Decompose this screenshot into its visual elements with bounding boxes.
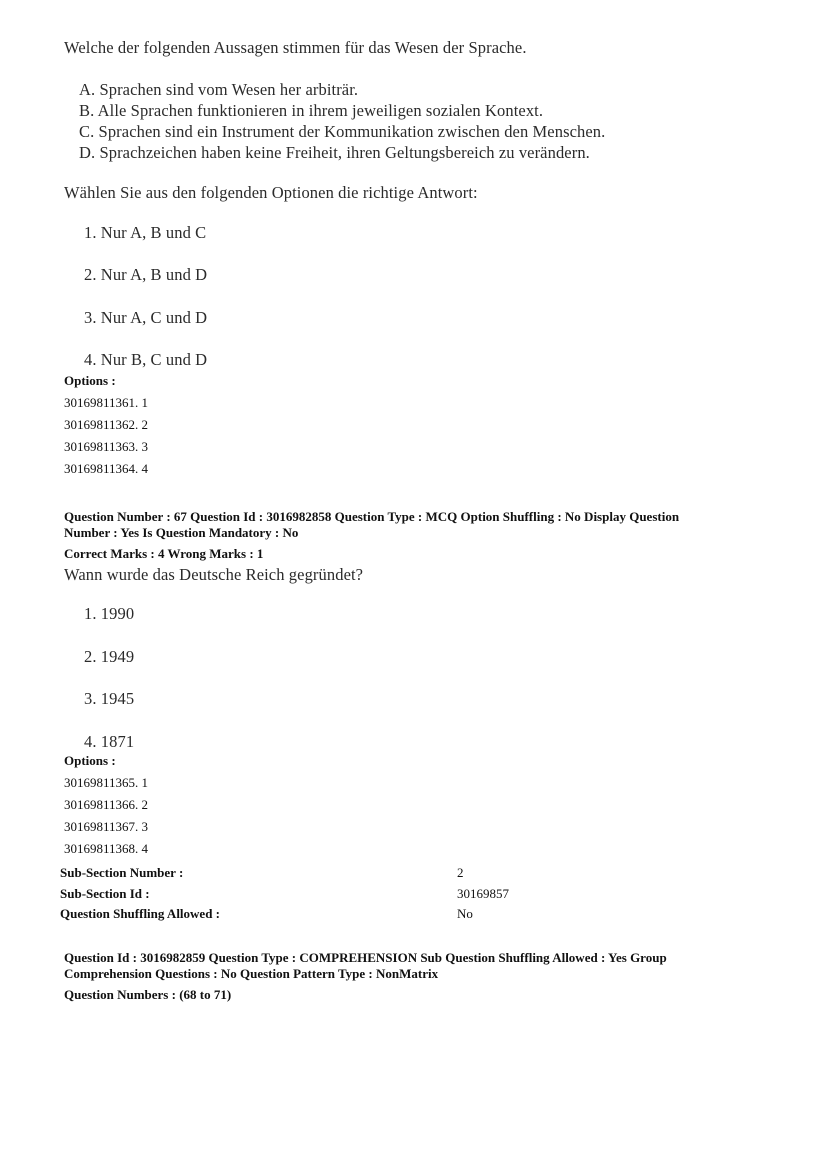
subsection-number-label: Sub-Section Number :	[60, 865, 184, 880]
q66-option-1: 30169811361. 1	[64, 395, 149, 410]
q67-marks: Correct Marks : 4 Wrong Marks : 1	[64, 546, 264, 561]
subsection-id-label: Sub-Section Id :	[60, 886, 150, 901]
question-shuffling-value: No	[457, 906, 473, 921]
q66-option-2: 30169811362. 2	[64, 417, 149, 432]
q67-choice-3: 3. 1945	[84, 689, 135, 708]
q67-choice-1: 1. 1990	[84, 604, 135, 623]
subsection-id-value: 30169857	[457, 886, 509, 901]
q66-statement-a: A. Sprachen sind vom Wesen her arbiträr.	[79, 80, 359, 99]
q66-statement-b: B. Alle Sprachen funktionieren in ihrem jeweiligen sozialen Kontext.	[79, 101, 544, 120]
q66-choice-3: 3. Nur A, C und D	[84, 308, 208, 327]
q67-options-label: Options :	[64, 753, 116, 768]
q66-statement-d: D. Sprachzeichen haben keine Freiheit, ihren Geltungsbereich zu verändern.	[79, 143, 590, 162]
q67-stem: Wann wurde das Deutsche Reich gegründet?	[64, 565, 364, 584]
q67-choice-2: 2. 1949	[84, 647, 135, 666]
q67-meta-line1: Question Number : 67 Question Id : 3016982858 Question Type : MCQ Option Shuffling : No Display Question	[64, 509, 680, 524]
q67-option-3: 30169811367. 3	[64, 819, 149, 834]
q66-choice-4: 4. Nur B, C und D	[84, 350, 208, 369]
q67-option-4: 30169811368. 4	[64, 841, 149, 856]
q67-choice-4: 4. 1871	[84, 732, 135, 751]
q66-options-label: Options :	[64, 373, 116, 388]
q66-option-3: 30169811363. 3	[64, 439, 149, 454]
q66-instruction: Wählen Sie aus den folgenden Optionen die richtige Antwort:	[64, 183, 478, 202]
q67-option-1: 30169811365. 1	[64, 775, 149, 790]
q66-option-4: 30169811364. 4	[64, 461, 149, 476]
q66-choice-2: 2. Nur A, B und D	[84, 265, 208, 284]
q66-statement-c: C. Sprachen sind ein Instrument der Kommunikation zwischen den Menschen.	[79, 122, 606, 141]
comprehension-question-numbers: Question Numbers : (68 to 71)	[64, 987, 232, 1002]
q67-meta-line2: Number : Yes Is Question Mandatory : No	[64, 525, 299, 540]
q66-choice-1: 1. Nur A, B und C	[84, 223, 207, 242]
subsection-number-value: 2	[457, 865, 464, 880]
q66-stem: Welche der folgenden Aussagen stimmen für das Wesen der Sprache.	[64, 38, 527, 57]
comprehension-meta-line1: Question Id : 3016982859 Question Type : COMPREHENSION Sub Question Shuffling Allowed : Yes Group	[64, 950, 667, 965]
q67-option-2: 30169811366. 2	[64, 797, 149, 812]
question-shuffling-label: Question Shuffling Allowed :	[60, 906, 221, 921]
comprehension-meta-line2: Comprehension Questions : No Question Pattern Type : NonMatrix	[64, 966, 439, 981]
